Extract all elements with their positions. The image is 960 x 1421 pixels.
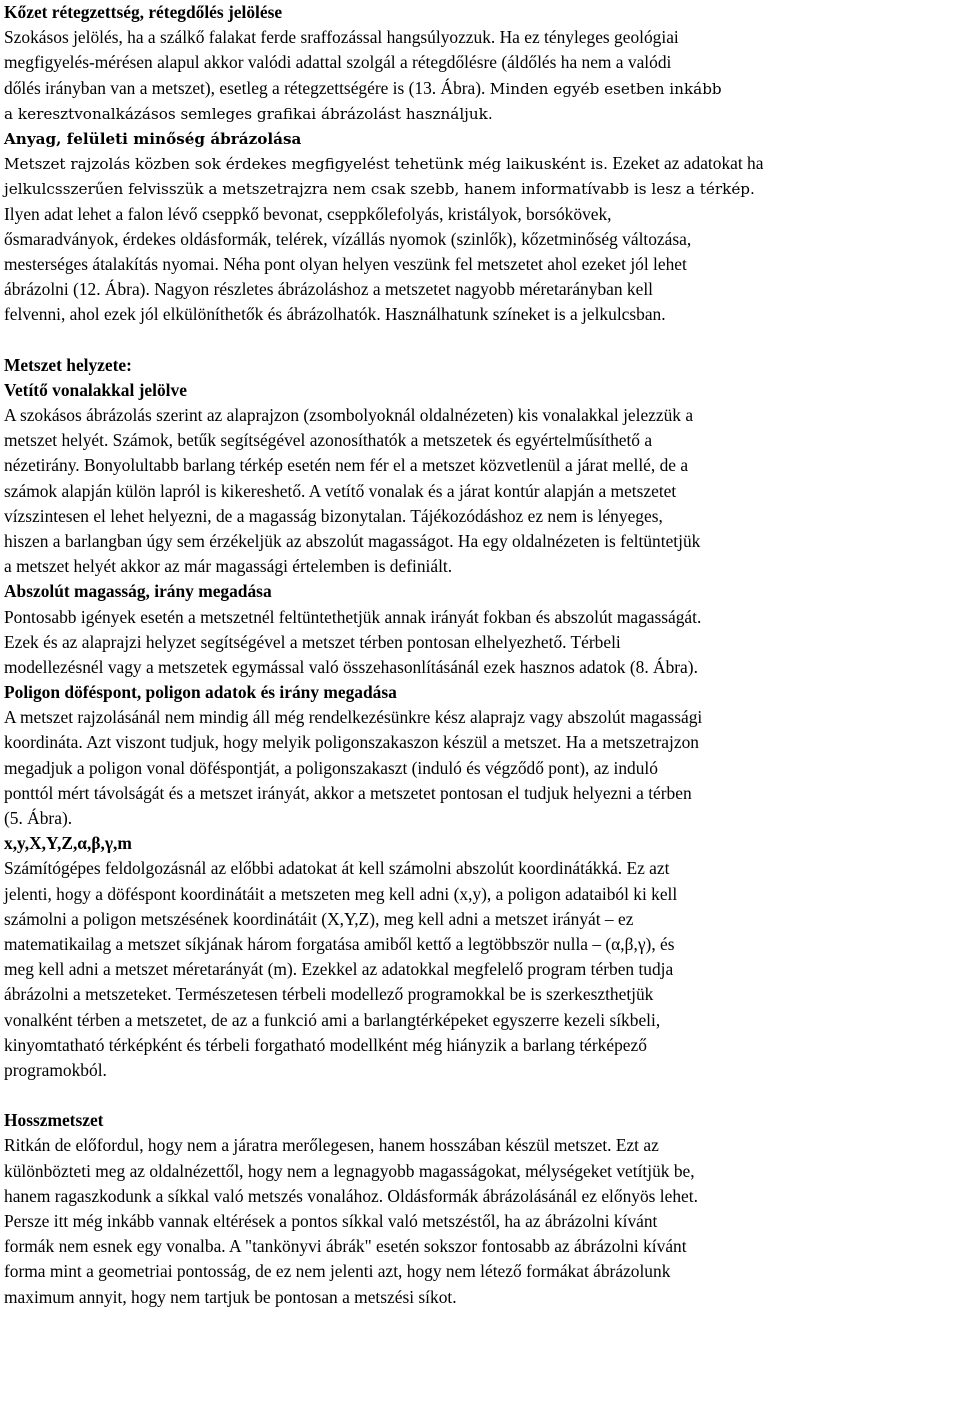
paragraph-spacer	[4, 327, 956, 352]
paragraph-line: Metszet rajzolás közben sok érdekes megfigyelést tehetünk még laikusként is. Ezeket az adatokat ha	[4, 153, 764, 174]
paragraph-line: hanem ragaszkodunk a síkkal való metszés vonalához. Oldásformák ábrázolásánál ez előnyös lehet.	[4, 1185, 698, 1206]
paragraph-line: ábrázolni a metszeteket. Természetesen térbeli modellező programokkal be is szerkeszthetjük	[4, 984, 654, 1005]
paragraph-line: Pontosabb igények esetén a metszetnél feltüntethetjük annak irányát fokban és abszolút magasságát.	[4, 606, 702, 627]
paragraph-line: matematikailag a metszet síkjának három forgatása amiből kettő a legtöbbször nulla – (α,β,γ), és	[4, 933, 675, 954]
paragraph-line: felvenni, ahol ezek jól elkülöníthetők és ábrázolhatók. Használhatunk színeket is a jelkulcsban.	[4, 304, 666, 325]
paragraph-line: modellezésnél vagy a metszetek egymással való összehasonlításánál ezek hasznos adatok (8. Ábra).	[4, 656, 698, 677]
section-heading: Abszolút magasság, irány megadása	[4, 581, 272, 602]
paragraph-line: nézetirány. Bonyolultabb barlang térkép esetén nem fér el a metszet közvetlenül a járat mellé, de a	[4, 455, 689, 476]
section-heading: Poligon döféspont, poligon adatok és irány megadása	[4, 682, 397, 703]
paragraph-line: (5. Ábra).	[4, 808, 73, 828]
paragraph-line: megfigyelés-mérésen alapul akkor valódi adattal szolgál a rétegdőlésre (áldőlés ha nem a valódi	[4, 52, 672, 73]
paragraph-line: ősmaradványok, érdekes oldásformák, telérek, vízállás nyomok (szinlők), kőzetminőség változása,	[4, 228, 692, 249]
paragraph-line: jelenti, hogy a döféspont koordinátáit a metszeten meg kell adni (x,y), a poligon adataiból ki kell	[4, 883, 678, 904]
paragraph-spacer	[4, 1083, 956, 1108]
paragraph-line: különbözteti meg az oldalnézettől, hogy nem a legnagyobb magasságokat, mélységeket vetítjük be,	[4, 1160, 695, 1181]
paragraph-line: koordináta. Azt viszont tudjuk, hogy melyik poligonszakaszon készül a metszet. Ha a metszetrajzon	[4, 732, 699, 753]
section-heading: x,y,X,Y,Z,α,β,γ,m	[4, 833, 132, 854]
paragraph-line: metszet helyét. Számok, betűk segítségével azonosíthatók a metszetek és egyértelműsíthető a	[4, 430, 653, 451]
paragraph-line: forma mint a geometriai pontosság, de ez nem jelenti azt, hogy nem létező formákat ábrázolunk	[4, 1261, 671, 1282]
paragraph-line: A szokásos ábrázolás szerint az alaprajzon (zsombolyoknál oldalnézeten) kis vonalakkal jelezzük a	[4, 405, 694, 425]
paragraph-line: dőlés irányban van a metszet), esetleg a rétegzettségére is (13. Ábra). Minden egyéb esetben inkább	[4, 77, 722, 98]
paragraph-line: Szokásos jelölés, ha a szálkő falakat ferde sraffozással hangsúlyozzuk. Ha ez tényleges geológiai	[4, 27, 679, 48]
paragraph-line: mesterséges átalakítás nyomai. Néha pont olyan helyen veszünk fel metszetet ahol ezeket jól lehet	[4, 253, 687, 274]
paragraph-line: kinyomtatható térképként és térbeli forgatható modellként még hiányzik a barlang térképező	[4, 1034, 647, 1055]
paragraph-line: hiszen a barlangban úgy sem érzékeljük az abszolút magasságot. Ha egy oldalnézeten is feltüntetjük	[4, 530, 701, 551]
section-subheading: Vetítő vonalakkal jelölve	[4, 379, 187, 400]
paragraph-line: Ezek és az alaprajzi helyzet segítségével a metszet térben pontosan elhelyezhető. Térbeli	[4, 631, 621, 652]
paragraph-line: A metszet rajzolásánál nem mindig áll még rendelkezésünkre kész alaprajz vagy abszolút magassági	[4, 707, 703, 728]
section-heading: Metszet helyzete:	[4, 354, 132, 375]
paragraph-line: meg kell adni a metszet méretarányát (m). Ezekkel az adatokkal megfelelő program térben tudja	[4, 959, 674, 980]
paragraph-line: vonalként térben a metszetet, de az a funkció ami a barlangtérképeket egyszerre kezeli síkbeli,	[4, 1009, 661, 1030]
section-heading: Anyag, felületi minőség ábrázolása	[4, 129, 302, 148]
section-heading: Kőzet rétegzettség, rétegdőlés jelölése	[4, 2, 283, 22]
paragraph-line: számok alapján külön lapról is kikereshető. A vetítő vonalak és a járat kontúr alapján a metszetet	[4, 480, 677, 501]
paragraph-line: jelkulcsszerűen felvisszük a metszetrajzra nem csak szebb, hanem informatívabb is lesz a térkép.	[4, 180, 755, 199]
paragraph-line: vízszintesen el lehet helyezni, de a magasság bizonytalan. Tájékozódáshoz ez nem is lényeges,	[4, 505, 663, 526]
document-page	[4, 0, 956, 1310]
paragraph-line: Ritkán de előfordul, hogy nem a járatra merőlegesen, hanem hosszában készül metszet. Ezt az	[4, 1135, 659, 1156]
paragraph-line: programokból.	[4, 1059, 107, 1080]
paragraph-line: megadjuk a poligon vonal döféspontját, a poligonszakaszt (induló és végződő pont), az induló	[4, 757, 658, 778]
paragraph-line: számolni a poligon metszésének koordinátáit (X,Y,Z), meg kell adni a metszet irányát – ez	[4, 908, 634, 929]
paragraph-line: ábrázolni (12. Ábra). Nagyon részletes ábrázoláshoz a metszetet nagyobb méretarányban kell	[4, 279, 653, 300]
paragraph-line: Számítógépes feldolgozásnál az előbbi adatokat át kell számolni abszolút koordinátákká. Ez azt	[4, 858, 670, 879]
section-heading: Hosszmetszet	[4, 1110, 104, 1131]
paragraph-line: Ilyen adat lehet a falon lévő cseppkő bevonat, cseppkőlefolyás, kristályok, borsókövek,	[4, 203, 612, 224]
paragraph-line: Persze itt még inkább vannak eltérések a pontos síkkal való metszéstől, ha az ábrázolni kívánt	[4, 1211, 658, 1231]
paragraph-line: ponttól mért távolságát és a metszet irányát, akkor a metszetet pontosan el tudjuk helyezni a térben	[4, 782, 692, 803]
paragraph-line: a metszet helyét akkor az már magassági értelemben is definiált.	[4, 556, 453, 577]
paragraph-line: maximum annyit, hogy nem tartjuk be pontosan a metszési síkot.	[4, 1286, 457, 1307]
paragraph-line: formák nem esnek egy vonalba. A "tankönyvi ábrák" esetén sokszor fontosabb az ábrázolni kívánt	[4, 1236, 687, 1257]
paragraph-line: a keresztvonalkázásos semleges grafikai ábrázolást használjuk.	[4, 104, 493, 123]
